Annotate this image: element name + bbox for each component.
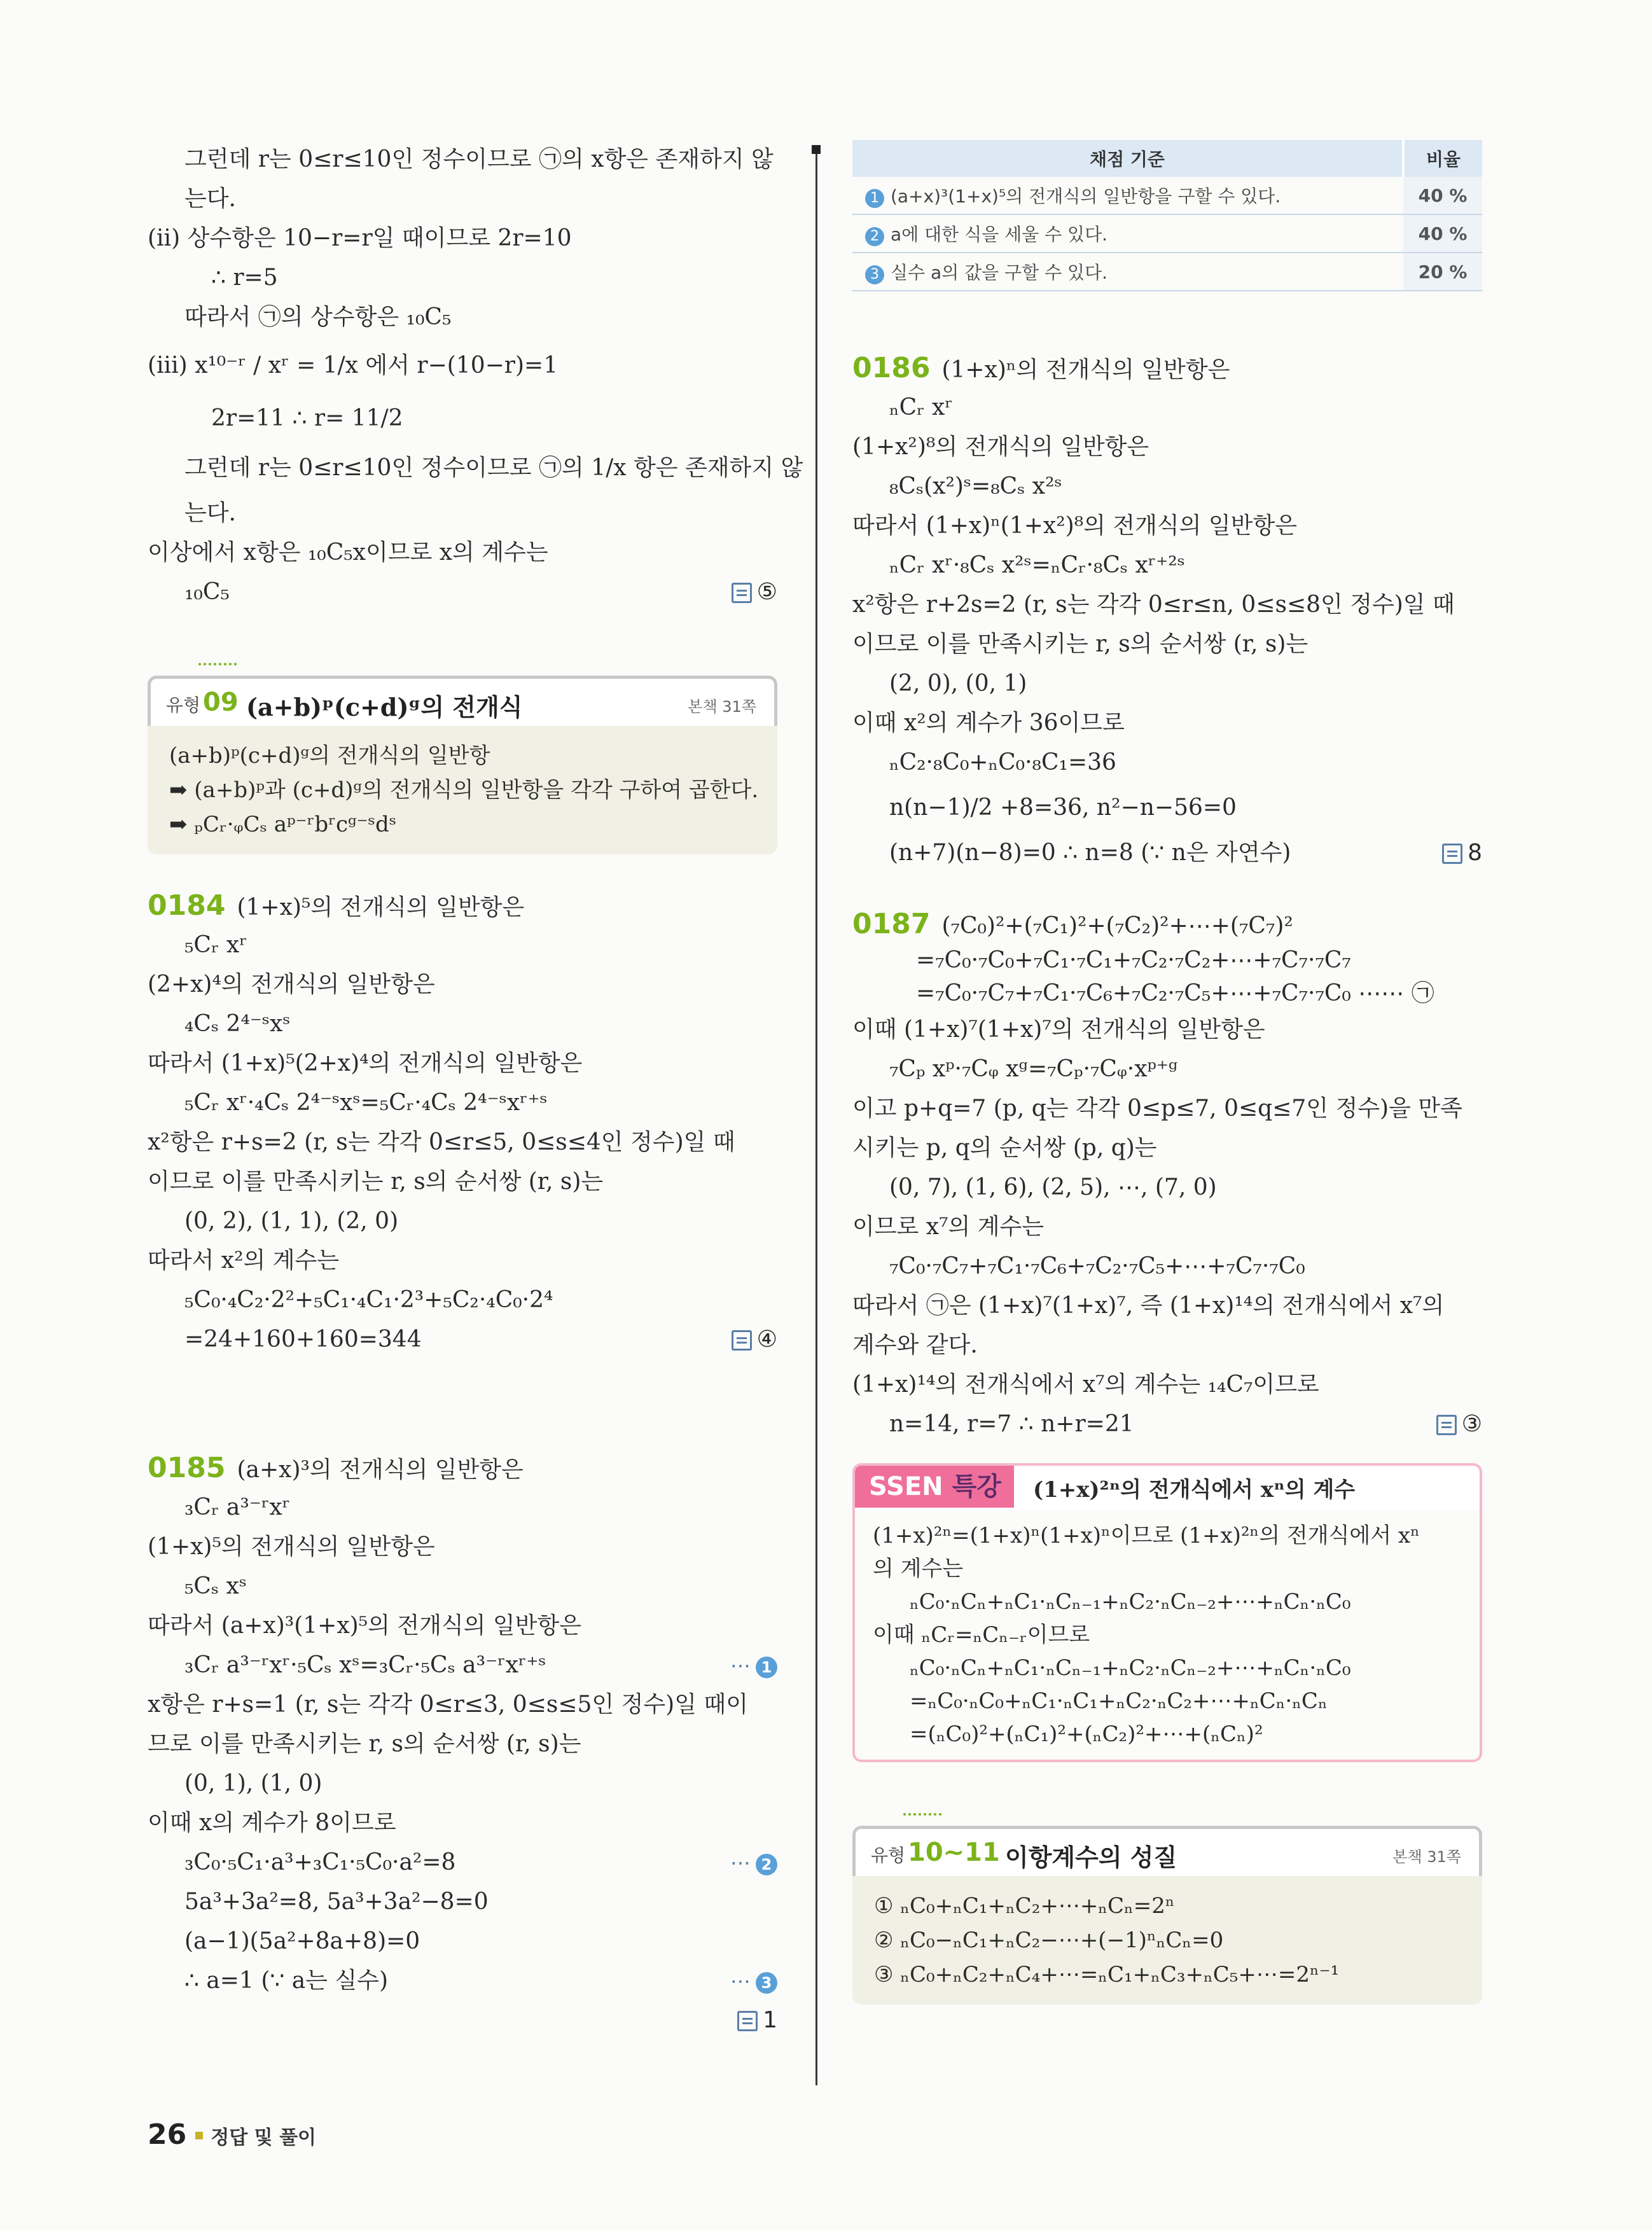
text-line: 이므로 이를 만족시키는 r, s의 순서쌍 (r, s)는 bbox=[852, 631, 1308, 657]
criteria-text: 실수 a의 값을 구할 수 있다. bbox=[891, 262, 1108, 283]
text-line: ₙC₂·₈C₀+ₙC₀·₈C₁=36 bbox=[889, 749, 1116, 775]
text-line: (2+x)⁴의 전개식의 일반항은 bbox=[148, 971, 435, 997]
text-span: =24+160+160=344 bbox=[184, 1326, 422, 1352]
square-icon bbox=[195, 2132, 203, 2139]
text-line: ₈Cₛ(x²)ˢ=₈Cₛ x²ˢ bbox=[889, 473, 1062, 499]
answer-icon bbox=[732, 1330, 752, 1351]
text-line: n(n−1)/2 +8=36, n²−n−56=0 bbox=[889, 795, 1237, 821]
text-line bbox=[852, 1405, 1482, 1444]
table-row bbox=[852, 253, 1482, 291]
step-number: 3 bbox=[756, 1972, 777, 1994]
text-line: ₇Cₚ xᵖ·₇Cᵩ xᵍ=₇Cₚ·₇Cᵩ·xᵖ⁺ᵍ bbox=[889, 1056, 1178, 1082]
ssen-tag-text2: 특강 bbox=[952, 1472, 1001, 1501]
ssen-title: (1+x)²ⁿ의 전개식에서 xⁿ의 계수 bbox=[1033, 1477, 1356, 1503]
answer-label bbox=[1436, 1405, 1482, 1444]
text-line: ₅C₀·₄C₂·2²+₅C₁·₄C₁·2³+₅C₂·₄C₀·2⁴ bbox=[184, 1287, 553, 1313]
text-line: 이상에서 x항은 ₁₀C₅x이므로 x의 계수는 bbox=[148, 539, 548, 566]
circle-number: 1 bbox=[865, 189, 884, 208]
ratio-cell: 40 % bbox=[1403, 214, 1482, 253]
answer-value: 8 bbox=[1468, 840, 1482, 866]
text-span: n=14, r=7 ∴ n+r=21 bbox=[889, 1411, 1134, 1437]
ratio-cell: 40 % bbox=[1403, 177, 1482, 214]
type-title: 이항계수의 성질 bbox=[1005, 1844, 1177, 1872]
step-marker: ⋯ 1 bbox=[730, 1646, 777, 1685]
text-line: 시키는 p, q의 순서쌍 (p, q)는 bbox=[852, 1135, 1157, 1161]
answer-icon bbox=[732, 583, 752, 603]
text-line: 는다. bbox=[184, 186, 236, 212]
step-number: 1 bbox=[756, 1657, 777, 1678]
text-line: 이므로 x⁷의 계수는 bbox=[852, 1214, 1045, 1240]
score-table bbox=[852, 140, 1482, 291]
text-line bbox=[148, 2001, 777, 2040]
ssen-body bbox=[852, 1510, 1482, 1762]
answer-icon bbox=[737, 2011, 758, 2031]
type-box-10-11 bbox=[852, 1813, 1482, 2005]
answer-value: 1 bbox=[763, 2007, 777, 2033]
criteria-text: (a+x)³(1+x)⁵의 전개식의 일반항을 구할 수 있다. bbox=[891, 186, 1281, 207]
text-span: (a+x)³의 전개식의 일반항은 bbox=[237, 1457, 524, 1483]
text-line: 의 계수는 bbox=[873, 1556, 964, 1581]
text-line: (1+x)²ⁿ=(1+x)ⁿ(1+x)ⁿ이므로 (1+x)²ⁿ의 전개식에서 xⁿ bbox=[873, 1523, 1420, 1548]
text-line: =ₙC₀·ₙC₀+ₙC₁·ₙC₁+ₙC₂·ₙC₂+⋯+ₙCₙ·ₙCₙ bbox=[910, 1688, 1328, 1714]
criteria-cell bbox=[852, 177, 1403, 214]
step-number: 2 bbox=[756, 1854, 777, 1875]
text-span: (n+7)(n−8)=0 ∴ n=8 (∵ n은 자연수) bbox=[889, 840, 1291, 866]
ssen-special-box bbox=[852, 1463, 1482, 1762]
answer-label bbox=[737, 2001, 777, 2040]
type-number: 10~11 bbox=[908, 1838, 1000, 1867]
text-line: 따라서 (1+x)ⁿ(1+x²)⁸의 전개식의 일반항은 bbox=[852, 513, 1298, 539]
text-line: 따라서 x²의 계수는 bbox=[148, 1248, 340, 1274]
answer-label bbox=[732, 1320, 777, 1359]
divider-tick bbox=[812, 145, 821, 154]
problem-header bbox=[852, 905, 1482, 944]
type-label: 유형 bbox=[871, 1845, 906, 1866]
text-span: ₃C₀·₅C₁·a³+₃C₁·₅C₀·a²=8 bbox=[184, 1849, 456, 1875]
answer-value: ④ bbox=[756, 1326, 777, 1352]
circle-number: 3 bbox=[865, 265, 884, 284]
type-box-body bbox=[852, 1876, 1482, 2005]
page-footer bbox=[148, 2118, 316, 2151]
right-column bbox=[852, 140, 1482, 2005]
text-line: 따라서 ㉠의 상수항은 ₁₀C₅ bbox=[184, 304, 452, 330]
wave-decoration bbox=[903, 1813, 941, 1826]
text-line: ₄Cₛ 2⁴⁻ˢxˢ bbox=[184, 1011, 291, 1037]
text-line: x²항은 r+2s=2 (r, s는 각각 0≤r≤n, 0≤s≤8인 정수)일 때 bbox=[852, 592, 1455, 618]
type-box-header bbox=[852, 1826, 1482, 1876]
text-line: (1+x)⁵의 전개식의 일반항은 bbox=[148, 1534, 435, 1560]
wave-decoration bbox=[198, 663, 237, 676]
text-line: (a+b)ᵖ(c+d)ᵍ의 전개식의 일반항 bbox=[169, 743, 490, 768]
text-line: ₙCᵣ xʳ bbox=[889, 394, 953, 420]
text-line: ₇C₀·₇C₇+₇C₁·₇C₆+₇C₂·₇C₅+⋯+₇C₇·₇C₀ bbox=[889, 1253, 1305, 1279]
text-line: ₅Cᵣ xʳ bbox=[184, 932, 247, 958]
text-line bbox=[148, 1961, 777, 2001]
step-marker: ⋯ 2 bbox=[730, 1843, 777, 1882]
type-title: (a+b)ᵖ(c+d)ᵍ의 전개식 bbox=[246, 693, 523, 721]
text-line: 이때 (1+x)⁷(1+x)⁷의 전개식의 일반항은 bbox=[852, 1017, 1265, 1043]
text-line: 이때 x²의 계수가 36이므로 bbox=[852, 710, 1125, 736]
text-line: (ii) 상수항은 10−r=r일 때이므로 2r=10 bbox=[148, 225, 572, 251]
problem-number: 0187 bbox=[852, 908, 931, 940]
text-span: (1+x)⁵의 전개식의 일반항은 bbox=[237, 894, 525, 921]
text-line: 따라서 (1+x)⁵(2+x)⁴의 전개식의 일반항은 bbox=[148, 1050, 583, 1076]
step-marker: ⋯ 3 bbox=[730, 1961, 777, 2001]
footer-title: 정답 및 풀이 bbox=[211, 2127, 317, 2149]
text-line: ➡ ₚCᵣ·ᵩCₛ aᵖ⁻ʳbʳcᵍ⁻ˢdˢ bbox=[169, 812, 397, 837]
table-row bbox=[852, 214, 1482, 253]
text-line: 이므로 이를 만족시키는 r, s의 순서쌍 (r, s)는 bbox=[148, 1169, 604, 1195]
text-line: 이때 ₙCᵣ=ₙCₙ₋ᵣ이므로 bbox=[873, 1622, 1090, 1648]
answer-label bbox=[732, 573, 777, 612]
text-line: (1+x)¹⁴의 전개식에서 x⁷의 계수는 ₁₄C₇이므로 bbox=[852, 1372, 1319, 1398]
header-ratio: 비율 bbox=[1403, 140, 1482, 177]
column-divider bbox=[816, 145, 817, 2085]
answer-value: ③ bbox=[1461, 1411, 1482, 1437]
problem-0186 bbox=[852, 349, 1482, 873]
text-span: (1+x)ⁿ의 전개식의 일반항은 bbox=[941, 357, 1230, 383]
circle-number: 2 bbox=[865, 227, 884, 246]
text-line: ② ₙC₀−ₙC₁+ₙC₂−⋯+(−1)ⁿₙCₙ=0 bbox=[874, 1928, 1224, 1953]
text-line: ₙC₀·ₙCₙ+ₙC₁·ₙCₙ₋₁+ₙC₂·ₙCₙ₋₂+⋯+ₙCₙ·ₙC₀ bbox=[910, 1655, 1351, 1681]
text-line: =₇C₀·₇C₀+₇C₁·₇C₁+₇C₂·₇C₂+⋯+₇C₇·₇C₇ bbox=[916, 947, 1351, 973]
text-line: (a−1)(5a²+8a+8)=0 bbox=[184, 1928, 420, 1954]
problem-header bbox=[148, 886, 777, 926]
type-label: 유형 bbox=[166, 695, 201, 716]
text-line: ∴ r=5 bbox=[211, 265, 278, 291]
text-line: ➡ (a+b)ᵖ과 (c+d)ᵍ의 전개식의 일반항을 각각 구하여 곱한다. bbox=[169, 777, 759, 803]
problem-0185 bbox=[148, 1449, 777, 2040]
problem-number: 0185 bbox=[148, 1452, 226, 1484]
text-line: 이고 p+q=7 (p, q는 각각 0≤p≤7, 0≤q≤7인 정수)을 만족 bbox=[852, 1095, 1462, 1122]
type-box-header bbox=[148, 676, 777, 726]
type-box-09 bbox=[148, 663, 777, 854]
type-reference: 본책 31쪽 bbox=[688, 698, 756, 716]
ssen-header bbox=[852, 1463, 1482, 1510]
problem-header bbox=[852, 349, 1482, 388]
answer-label bbox=[1442, 833, 1482, 873]
text-line: ₃Cᵣ a³⁻ʳxʳ bbox=[184, 1494, 291, 1520]
answer-value: ⑤ bbox=[756, 579, 777, 605]
text-line: (1+x²)⁸의 전개식의 일반항은 bbox=[852, 434, 1149, 460]
text-line: ₙC₀·ₙCₙ+ₙC₁·ₙCₙ₋₁+ₙC₂·ₙCₙ₋₂+⋯+ₙCₙ·ₙC₀ bbox=[910, 1589, 1351, 1615]
ssen-tag-text: SSEN bbox=[869, 1472, 943, 1501]
criteria-cell bbox=[852, 253, 1403, 291]
text-line: 5a³+3a²=8, 5a³+3a²−8=0 bbox=[184, 1889, 489, 1915]
text-line: 는다. bbox=[184, 500, 236, 526]
type-number: 09 bbox=[203, 688, 239, 717]
text-line: 2r=11 ∴ r= 11/2 bbox=[211, 405, 403, 431]
text-line bbox=[148, 1646, 777, 1685]
text-line: (2, 0), (0, 1) bbox=[889, 671, 1027, 697]
table-row bbox=[852, 177, 1482, 214]
text-span: ∴ a=1 (∵ a는 실수) bbox=[184, 1968, 388, 1994]
text-line: 이때 x의 계수가 8이므로 bbox=[148, 1810, 396, 1836]
text-line: x²항은 r+s=2 (r, s는 각각 0≤r≤5, 0≤s≤4인 정수)일 때 bbox=[148, 1129, 735, 1155]
text-line: 므로 이를 만족시키는 r, s의 순서쌍 (r, s)는 bbox=[148, 1731, 581, 1757]
text-line: ① ₙC₀+ₙC₁+ₙC₂+⋯+ₙCₙ=2ⁿ bbox=[874, 1893, 1175, 1919]
ratio-cell: 20 % bbox=[1403, 253, 1482, 291]
text-span: (₇C₀)²+(₇C₁)²+(₇C₂)²+⋯+(₇C₇)² bbox=[941, 913, 1293, 939]
text-line: (0, 7), (1, 6), (2, 5), ⋯, (7, 0) bbox=[889, 1174, 1217, 1200]
text-line: ₅Cₛ xˢ bbox=[184, 1573, 247, 1599]
answer-icon bbox=[1436, 1415, 1457, 1435]
text-line: (0, 2), (1, 1), (2, 0) bbox=[184, 1208, 399, 1234]
text-line: (0, 1), (1, 0) bbox=[184, 1770, 323, 1797]
text-line: 그런데 r는 0≤r≤10인 정수이므로 ㉠의 x항은 존재하지 않 bbox=[184, 146, 774, 172]
text-line bbox=[148, 1843, 777, 1882]
text-line: ₅Cᵣ xʳ·₄Cₛ 2⁴⁻ˢxˢ=₅Cᵣ·₄Cₛ 2⁴⁻ˢxʳ⁺ˢ bbox=[184, 1090, 548, 1116]
header-criteria: 채점 기준 bbox=[852, 140, 1403, 177]
text-line: ③ ₙC₀+ₙC₂+ₙC₄+⋯=ₙC₁+ₙC₃+ₙC₅+⋯=2ⁿ⁻¹ bbox=[874, 1962, 1340, 1987]
criteria-text: a에 대한 식을 세울 수 있다. bbox=[891, 224, 1108, 245]
problem-number: 0186 bbox=[852, 352, 931, 384]
page-number: 26 bbox=[148, 2118, 187, 2151]
criteria-cell bbox=[852, 214, 1403, 253]
type-reference: 본책 31쪽 bbox=[1392, 1848, 1461, 1866]
text-line: ₙCᵣ xʳ·₈Cₛ x²ˢ=ₙCᵣ·₈Cₛ xʳ⁺²ˢ bbox=[889, 552, 1185, 578]
text-line: =(ₙC₀)²+(ₙC₁)²+(ₙC₂)²+⋯+(ₙCₙ)² bbox=[910, 1721, 1263, 1747]
left-column bbox=[148, 140, 803, 2040]
ssen-tag bbox=[855, 1466, 1014, 1508]
problem-0187 bbox=[852, 905, 1482, 1444]
problem-number: 0184 bbox=[148, 889, 226, 922]
text-line: x항은 r+s=1 (r, s는 각각 0≤r≤3, 0≤s≤5인 정수)일 때이 bbox=[148, 1692, 748, 1718]
text-span: ₁₀C₅ bbox=[184, 579, 230, 605]
text-line: 따라서 (a+x)³(1+x)⁵의 전개식의 일반항은 bbox=[148, 1613, 581, 1639]
text-span: ₃Cᵣ a³⁻ʳxʳ·₅Cₛ xˢ=₃Cᵣ·₅Cₛ a³⁻ʳxʳ⁺ˢ bbox=[184, 1652, 546, 1678]
score-table-header bbox=[852, 140, 1482, 177]
text-line: (iii) x¹⁰⁻ʳ / xʳ = 1/x 에서 r−(10−r)=1 bbox=[148, 352, 559, 379]
text-line bbox=[148, 573, 777, 612]
text-line: 그런데 r는 0≤r≤10인 정수이므로 ㉠의 1/x 항은 존재하지 않 bbox=[184, 455, 803, 481]
problem-header bbox=[148, 1449, 777, 1488]
text-line bbox=[852, 833, 1482, 873]
text-line: 따라서 ㉠은 (1+x)⁷(1+x)⁷, 즉 (1+x)¹⁴의 전개식에서 x⁷의 bbox=[852, 1293, 1445, 1319]
text-line: =₇C₀·₇C₇+₇C₁·₇C₆+₇C₂·₇C₅+⋯+₇C₇·₇C₀ ⋯⋯ ㉠ bbox=[916, 980, 1434, 1006]
text-line: 계수와 같다. bbox=[852, 1332, 978, 1358]
type-box-body bbox=[148, 726, 777, 854]
problem-0184 bbox=[148, 886, 777, 1359]
text-line bbox=[148, 1320, 777, 1359]
answer-icon bbox=[1442, 844, 1462, 864]
